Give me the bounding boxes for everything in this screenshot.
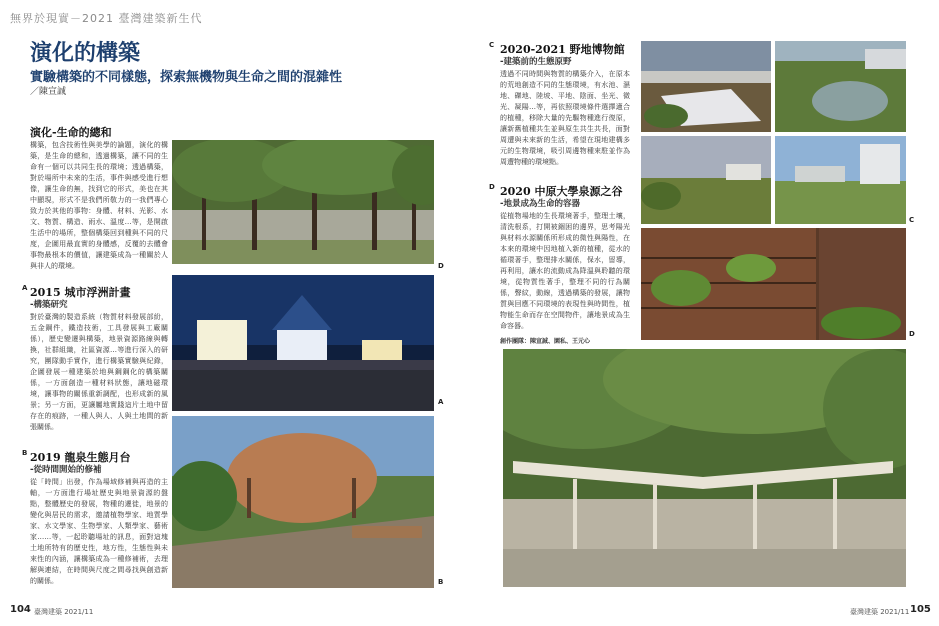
running-header: 無界於現實－2021 臺灣建築新生代 — [10, 12, 203, 25]
section-c-body: 透過不同時間與物質的構築介入，在原本的荒地創造不同的生態環境，有水池、濕地、礫地、陸坡、平地、陰面、坐光、微光、凝陽…等，再依照環境條件選擇適合的植種，移除大量的先驅物種進行復原，讓新舊植種共生並與原生共生共長，面對周遭與未來新的生活，希望在現地建構多元的生物環境，吸引周邊物種來駐並作為周遭物種的環境點。 — [500, 70, 630, 166]
section-marker-b: B — [22, 449, 28, 457]
photo-marker-b: B — [438, 578, 444, 586]
section-b-body: 從「時間」出發，作為場域修補與再造的主軸，一方面進行場址歷史與地景資源的盤點，整體歷史的發展，物種的遷徙，地景的變化與居民的需求，邀請植物學家、地質學家、水文學家、生物學家、人類學家、藝術家……等，一起聆聽場址的訊息，面對這塊土地所特有的歷史性，地方性，生態性與未來性的內涵，讓構築成為一種修補術，去理解與連結，在時間與尺度之間尋找與創造新的關係。 — [30, 478, 168, 585]
photo-marker-d2: D — [909, 330, 915, 338]
section-a-subheading: -構築研究 — [30, 300, 68, 310]
article-author: ／陳宣誠 — [30, 87, 67, 97]
right-footer-publication: 臺灣建築 2021/11 — [850, 608, 910, 616]
section-c-subheading: -建築前的生態原野 — [500, 57, 572, 67]
photo-marker-c: C — [909, 216, 915, 224]
section-b-subheading: -從時間開始的修補 — [30, 465, 102, 475]
intro-body: 構築，包含技術性與美學的論題，演化的構築，是生命的總和，透過構築，讓不同的生命有一個可以共同生長的環境；透過構築，對於場所中未來的生活，事件與感受進行想像，讓生命的無，找到它的形式，美也在其中顯現，形式不是我們所敬力的一我們專心致力於其他的事物：身體、材料、光影、水文、物質、構造、雨水、溫度…等，是開啟生活中的場所，整個構築回到種與不同的尺度，企圖用最直實的身體感，反覆的去體會事物最根本的價值，讓建築成為一種關於人與非人的環境。 — [30, 141, 168, 270]
photo-grassland-building — [775, 136, 906, 224]
section-d-body: 從植物場地的生長環境著手，整理土壤，清洗根系，打開被錮困的邊界，思考陽光與材料水源關係所形成的微性與陽性，在本來的環境中因地植入新的植種，從水的循環著手，整理排水關係，保水，留導，再利用，讓水的流動成為降溫與聆聽的環境，從物質性著手，整理不同的行為關係，聲紋，動線，透過構築的發展，讓物質與回應不同環境的表現性與時間性，植物能生命而存在空間物件，讓地景成為生命容器。 — [500, 212, 630, 329]
photo-meadow-dusk — [641, 136, 771, 224]
photo-night-plaza — [172, 275, 434, 411]
photo-marker-d: D — [438, 262, 444, 270]
photo-dome-pavilion — [172, 416, 434, 588]
photo-canopy-pavilion — [503, 349, 906, 587]
section-b-heading: 2019 龍泉生態月台 — [30, 451, 131, 464]
credits: 創作團隊：陳宣誠、園私、王元心 — [500, 338, 591, 345]
photo-wetland-pond — [775, 41, 906, 132]
photo-park-canopy — [172, 140, 434, 264]
left-footer-publication: 臺灣建築 2021/11 — [34, 608, 94, 616]
article-subtitle: 實驗構築的不同樣態，探索無機物與生命之間的混雜性 — [30, 70, 343, 85]
section-a-body: 對於臺灣的製造系統（物質材料發展部紛，五金鋼件，鐵造技術，工具發展與工廠關係），歷史變遷與構築，地景資源路線與轉換，社群組織，社區資源…等進行深入的研究，團隊動手實作，進行構築實驗與紀錄，企圖發展一種建築於地與鋼鋼化的構築關係，一方面創造一種材料狀態，讓地磁環境，讓事物的關係重新調配，也形成新的風景；另一方面，更讓屬地實踐這片土地中留存在的痕跡，一種人與人、人與土地間的新張關係。 — [30, 313, 168, 431]
article-title: 演化的構築 — [30, 40, 141, 66]
section-a-heading: 2015 城市浮洲計畫 — [30, 286, 131, 299]
left-page-number: 104 — [10, 604, 31, 615]
section-marker-a: A — [22, 284, 28, 292]
section-marker-c: C — [489, 41, 495, 49]
section-marker-d: D — [489, 183, 495, 191]
photo-planter-grid — [641, 228, 906, 340]
photo-marker-a: A — [438, 398, 444, 406]
section-c-heading: 2020-2021 野地博物館 — [500, 43, 625, 56]
right-page-number: 105 — [910, 604, 931, 615]
intro-heading: 演化-生命的總和 — [30, 126, 112, 139]
photo-field-site — [641, 41, 771, 132]
section-d-heading: 2020 中原大學泉源之谷 — [500, 185, 623, 198]
section-d-subheading: -地景成為生命的容器 — [500, 199, 581, 209]
